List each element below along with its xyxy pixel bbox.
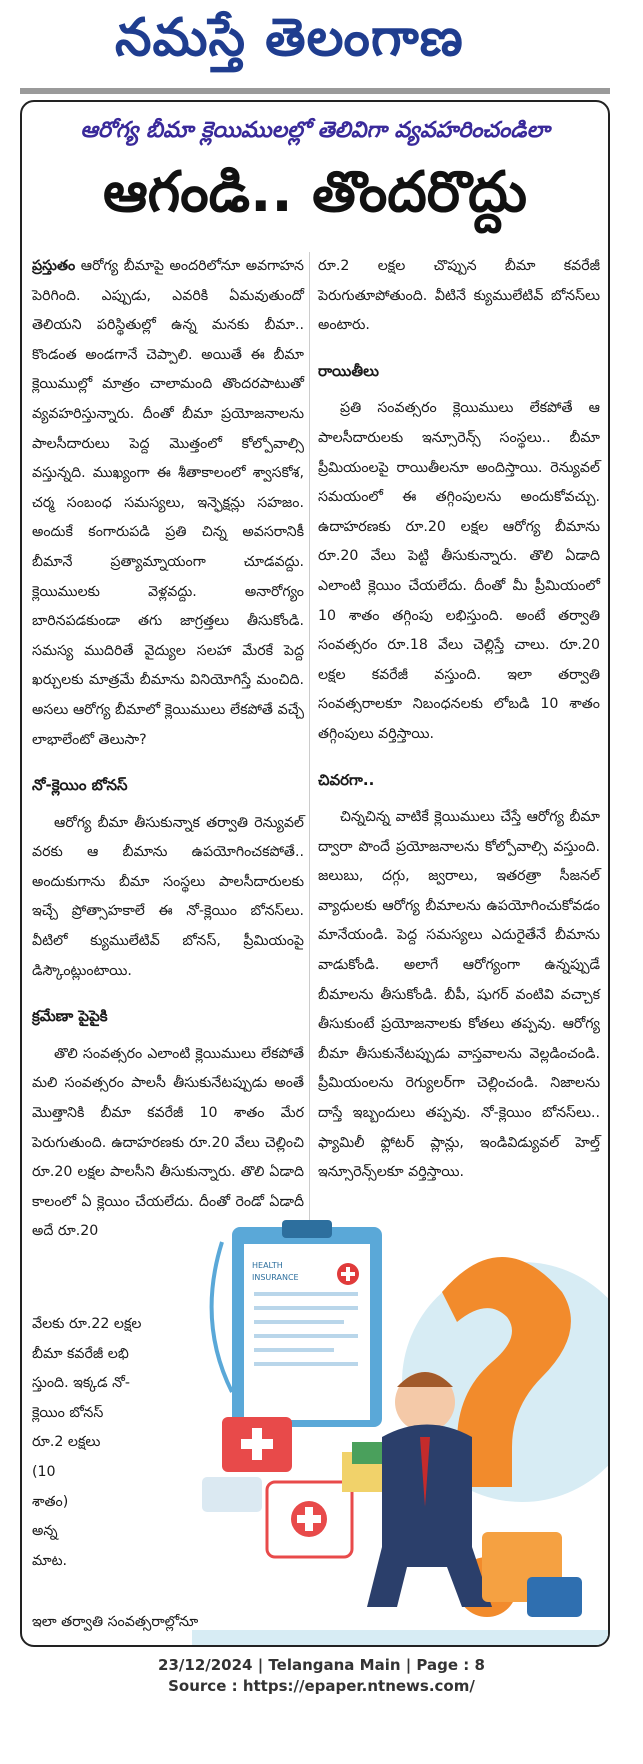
text-line: స్తుంది. ఇక్కడ నో- [32,1375,130,1392]
discounts-paragraph: ప్రతి సంవత్సరం క్లెయిములు లేకపోతే ఆ పాలసీదారులకు ఇన్సూరెన్స్ సంస్థలు.. బీమా ప్రీమియంలపై రాయితీలనూ అందిస్తాయి. రెన్యువల్ సమయంలో ఈ తగ్గింపులను అందుకోవచ్చు. ఉదాహరణకు రూ.20 లక్షల ఆరోగ్య బీమాను రూ.20 వేలు పెట్టి తీసుకున్నారు. తొలి ఏడాది ఎలాంటి క్లెయిం చేయలేదు. దీంతో మీ ప్రీమియంలో 10 శాతం తగ్గింపు లభిస్తుంది. అంటే తర్వాతి సంవత్సరం రూ.18 వేలు చెల్లిస్తే చాలు. రూ.20 లక్షల కవరేజీ వస్తుంది. ఇలా తర్వాతి సంవత్సరాలకూ నిబంధనలకు లోబడి 10 శాతం తగ్గింపులు వర్తిస్తాయి. [318,400,600,742]
wrapped-text-lines [32,1310,187,1576]
text-line: (10 [32,1463,56,1480]
subhead-discounts: రాయితీలు [318,361,379,380]
newspaper-title: నమస్తే తెలంగాణ [115,8,464,68]
subhead-finally: చివరగా.. [318,770,375,789]
text-line: మాట. [32,1552,68,1569]
footer [0,1655,643,1697]
article-kicker: ఆరోగ్య బీమా క్లెయిములల్లో తెలివిగా వ్యవహరించండిలా [80,118,550,143]
lead-word: ప్రస్తుతం [32,258,76,274]
tail-line: ఇలా తర్వాతి సంవత్సరాల్లోనూ [32,1614,199,1630]
footer-source-line: Source : https://epaper.ntnews.com/ [168,1677,475,1695]
ambulance-icon [202,1477,262,1512]
subhead-gradual-rise: క్రమేణా పైపైకి [32,1007,108,1026]
column-divider [309,252,310,1262]
insurance-illustration [192,1172,610,1647]
intro-paragraph [32,252,304,755]
article-frame [20,100,610,1647]
gradual-rise-paragraph: తొలి సంవత్సరం ఎలాంటి క్లెయిములు లేకపోతే మలి సంవత్సరం పాలసీ తీసుకునేటప్పుడు అంతే మొత్తానికి బీమా కవరేజీ 10 శాతం మేర పెరుగుతుంది. ఉదాహరణకు రూ.20 వేలు చెల్లించి రూ.20 లక్షల పాలసీని తీసుకున్నారు. తొలి ఏడాది కాలంలో ఏ క్లెయిం చేయలేదు. దీంతో రెండో ఏడాదీ అదే రూ.20 [32,1045,304,1240]
briefcase-icon [527,1577,582,1617]
right-column [318,252,600,1204]
no-claim-paragraph: ఆరోగ్య బీమా తీసుకున్నాక తర్వాతి రెన్యువల్ వరకు ఆ బీమాను ఉపయోగించకపోతే.. అందుకుగాను బీమా సంస్థలు పాలసీదారులకు ఇచ్చే ప్రోత్సాహకాలే ఈ నో-క్లెయిం బోనస్‌లు. వీటిలో క్యుములేటివ్ బోనస్, ప్రీమియంపై డిస్కౌంట్లుంటాయి. [32,814,304,979]
text-line: శాతం) [32,1493,69,1510]
article-headline: ఆగండి.. తొందరొద్దు [102,160,528,225]
masthead-rule [20,88,610,94]
card-label-health: HEALTH [252,1261,283,1270]
intro-text: ఆరోగ్య బీమాపై అందరిలోనూ అవగాహన పెరిగింది. ఎప్పుడు, ఎవరికి ఏమవుతుందో తెలియని పరిస్థితుల్లో ఉన్న మనకు బీమా.. కొండంత అండగానే చెప్పాలి. అయితే ఈ బీమా క్లెయిముల్లో మాత్రం చాలామంది తొందరపాటుతో వ్యవహరిస్తున్నారు. దీంతో బీమా ప్రయోజనాలను పాలసీదారులు పెద్ద మొత్తంలో కోల్పోవాల్సి వస్తున్నది. ముఖ్యంగా ఈ శీతాకాలంలో శ్వాసకోశ, చర్మ సంబంధ సమస్యలు, ఇన్ఫెక్షన్లు సహజం. అందుకే కంగారుపడి ప్రతి చిన్న అవసరానికీ బీమానే ప్రత్యామ్నాయంగా చూడవద్దు. క్లెయిములకు వెళ్లవద్దు. అనారోగ్యం బారినపడకుండా తగు జాగ్రత్తలు తీసుకోండి. సమస్య ముదిరితే వైద్యుల సలహా మేరకే పెద్ద ఖర్చులకు మాత్రమే బీమాను వినియోగిస్తే మంచిది. అసలు ఆరోగ్య బీమాలో క్లెయిములు లేకపోతే వచ్చే లాభాలేంటో తెలుసా? [32,258,304,748]
left-column [32,252,304,1263]
text-line: వేలకు రూ.22 లక్షల [32,1316,142,1332]
text-line: రూ.2 లక్షలు [32,1434,101,1451]
text-line: అన్న [32,1523,58,1540]
text-line: క్లెయిం బోనస్ [32,1404,104,1421]
stethoscope-icon [212,1242,232,1392]
card-label-insurance: INSURANCE [252,1273,299,1282]
finally-paragraph: చిన్నచిన్న వాటికే క్లెయిములు చేస్తే ఆరోగ్య బీమా ద్వారా పొందే ప్రయోజనాలను కోల్పోవాల్సి వస్తుంది. జలుబు, దగ్గు, జ్వరాలు, ఇతరత్రా సీజనల్ వ్యాధులకు ఆరోగ్య బీమాలను ఉపయోగించుకోవడం మానేయండి. పెద్ద సమస్యలు ఎదురైతేనే బీమాను వాడుకోండి. అలాగే ఆరోగ్యంగా ఉన్నప్పుడే బీమాలను తీసుకోండి. బీపీ, షుగర్ వంటివి వచ్చాక తీసుకుంటే ప్రయోజనాలకు కోతలు తప్పవు. ఆరోగ్య బీమా తీసుకునేటప్పుడు వాస్తవాలను వెల్లడించండి. ప్రీమియంలను రెగ్యులర్‌గా చెల్లించండి. నిజాలను దాస్తే ఇబ్బందులు తప్పవు. నో-క్లెయిం బోనస్‌లు.. ఫ్యామిలీ ఫ్లోటర్ ప్లాన్లు, ఇండివిడ్యువల్ హెల్త్ ఇన్సూరెన్స్‌లకూ వర్తిస్తాయి. [318,809,600,1181]
footer-date-line: 23/12/2024 | Telangana Main | Page : 8 [158,1656,485,1674]
masthead [0,0,643,100]
subhead-no-claim-bonus: నో-క్లెయిం బోనస్ [32,776,128,795]
continuation-paragraph: రూ.2 లక్షల చొప్పున బీమా కవరేజీ పెరుగుతూపోతుంది. వీటినే క్యుములేటివ్ బోనస్‌లు అంటారు. [318,258,600,334]
text-line: బీమా కవరేజీ లభి [32,1345,129,1362]
